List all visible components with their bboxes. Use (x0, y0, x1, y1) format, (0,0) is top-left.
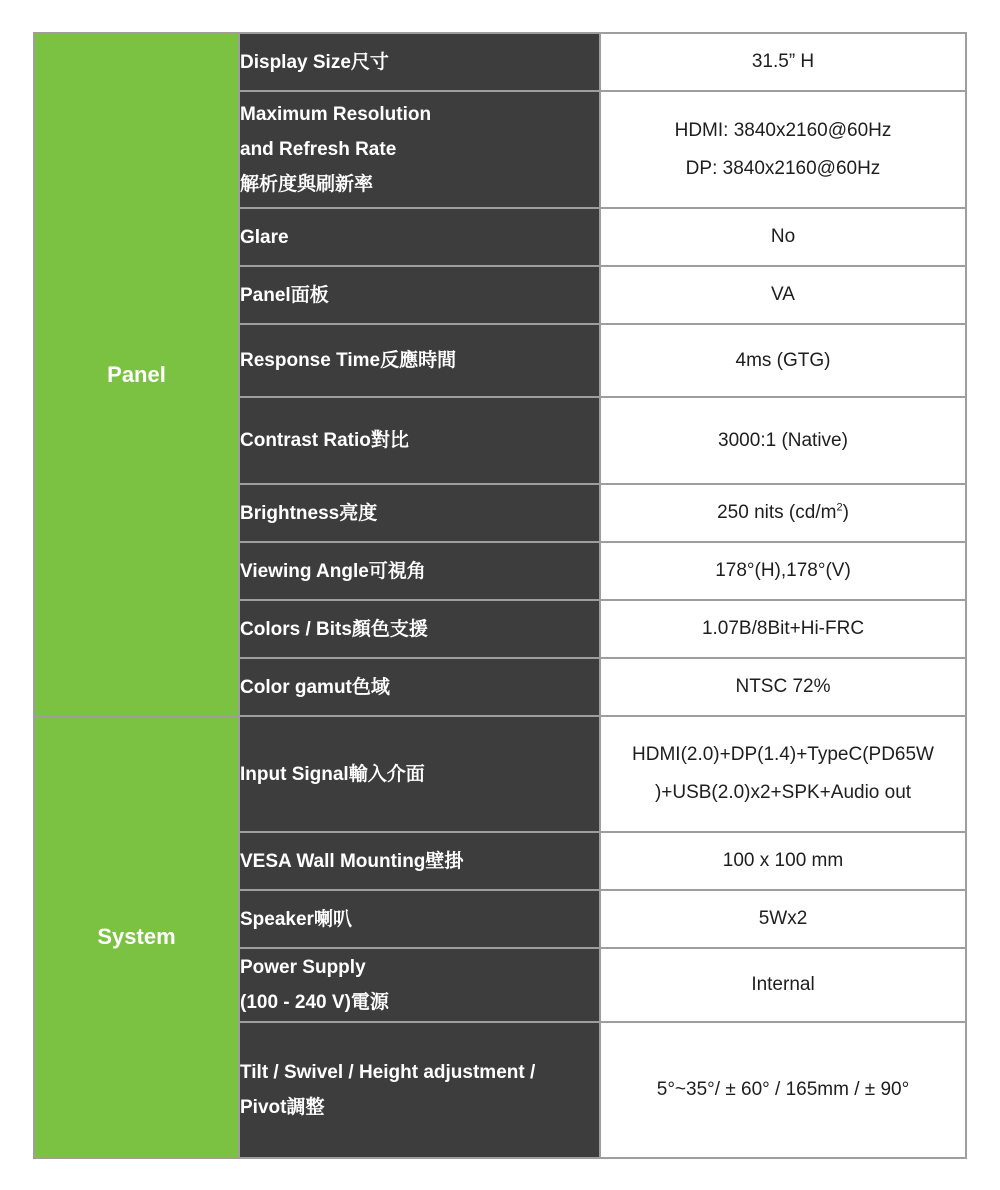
spec-value (600, 832, 966, 890)
spec-label (239, 266, 600, 324)
spec-value (600, 91, 966, 208)
spec-value-line: 3000:1 (Native) (718, 429, 848, 451)
spec-value-line: 5°~35°/ ± 60° / 165mm / ± 90° (656, 1079, 910, 1100)
spec-value-line: )+USB(2.0)x2+SPK+Audio out (654, 782, 912, 803)
spec-label-line: Display Size尺寸 (240, 51, 389, 73)
spec-value (600, 324, 966, 397)
spec-value-line: 31.5” H (751, 51, 815, 72)
spec-value-line: NTSC 72% (735, 676, 831, 697)
spec-label-line: Glare (240, 226, 289, 248)
spec-label-line: Power Supply (240, 957, 366, 978)
spec-label-line: Response Time反應時間 (240, 350, 457, 371)
spec-value-line: No (770, 226, 796, 247)
spec-value-line: 100 x 100 mm (722, 850, 844, 871)
category-cell-panel (34, 33, 239, 716)
spec-value-line: HDMI(2.0)+DP(1.4)+TypeC(PD65W (632, 744, 934, 765)
spec-label-line: Contrast Ratio對比 (240, 430, 409, 451)
spec-label (239, 208, 600, 266)
spec-value-line: VA (771, 284, 795, 305)
spec-label (239, 600, 600, 658)
category-label: System (97, 924, 176, 949)
spec-label (239, 832, 600, 890)
spec-value-line: 178°(H),178°(V) (715, 560, 851, 581)
spec-label-line: (100 - 240 V)電源 (240, 992, 389, 1013)
spec-label-line: Speaker喇叭 (240, 908, 352, 930)
spec-label-line: and Refresh Rate (240, 139, 397, 160)
spec-value (600, 397, 966, 484)
spec-label-line: Input Signal輸入介面 (240, 763, 425, 785)
spec-value (600, 484, 966, 542)
spec-value-line: 4ms (GTG) (735, 349, 831, 371)
spec-label-line: Viewing Angle可視角 (240, 560, 426, 582)
spec-value (600, 658, 966, 716)
spec-value (600, 600, 966, 658)
spec-label (239, 542, 600, 600)
spec-value-text: 250 nits (cd/m (717, 502, 837, 523)
spec-value-line: 1.07B/8Bit+Hi-FRC (701, 618, 865, 639)
spec-label-line: Pivot調整 (240, 1097, 325, 1118)
spec-label (239, 1022, 600, 1158)
spec-label (239, 397, 600, 484)
spec-value (600, 716, 966, 832)
table-row (34, 716, 966, 832)
spec-value (600, 1022, 966, 1158)
spec-label-line: Colors / Bits顏色支援 (240, 618, 428, 640)
category-label: Panel (107, 361, 166, 387)
spec-table (33, 32, 967, 1159)
spec-value (600, 266, 966, 324)
spec-label (239, 91, 600, 208)
spec-label (239, 716, 600, 832)
spec-value (600, 33, 966, 91)
spec-label-line: VESA Wall Mounting壁掛 (240, 850, 464, 872)
spec-value-line: Internal (751, 974, 815, 995)
spec-label-line: Panel面板 (240, 284, 329, 306)
spec-value (600, 948, 966, 1022)
spec-label (239, 324, 600, 397)
spec-value (600, 542, 966, 600)
spec-value-line: 5Wx2 (758, 908, 808, 929)
spec-value-line (601, 494, 965, 532)
spec-label-line: Maximum Resolution (240, 104, 432, 125)
spec-label-line: Tilt / Swivel / Height adjustment / (240, 1062, 536, 1083)
table-row (34, 33, 966, 91)
spec-label (239, 890, 600, 948)
spec-label-line: Color gamut色域 (240, 676, 390, 698)
category-cell-system (34, 716, 239, 1158)
spec-label-line: Brightness亮度 (240, 502, 378, 524)
spec-value-text: ) (842, 502, 849, 523)
spec-label (239, 948, 600, 1022)
spec-value-line: DP: 3840x2160@60Hz (685, 157, 881, 179)
spec-label (239, 658, 600, 716)
spec-value (600, 890, 966, 948)
superscript: 2 (836, 501, 843, 514)
spec-label-line: 解析度與刷新率 (240, 174, 374, 195)
spec-label (239, 484, 600, 542)
spec-value-line: HDMI: 3840x2160@60Hz (674, 119, 892, 141)
spec-value (600, 208, 966, 266)
spec-label (239, 33, 600, 91)
